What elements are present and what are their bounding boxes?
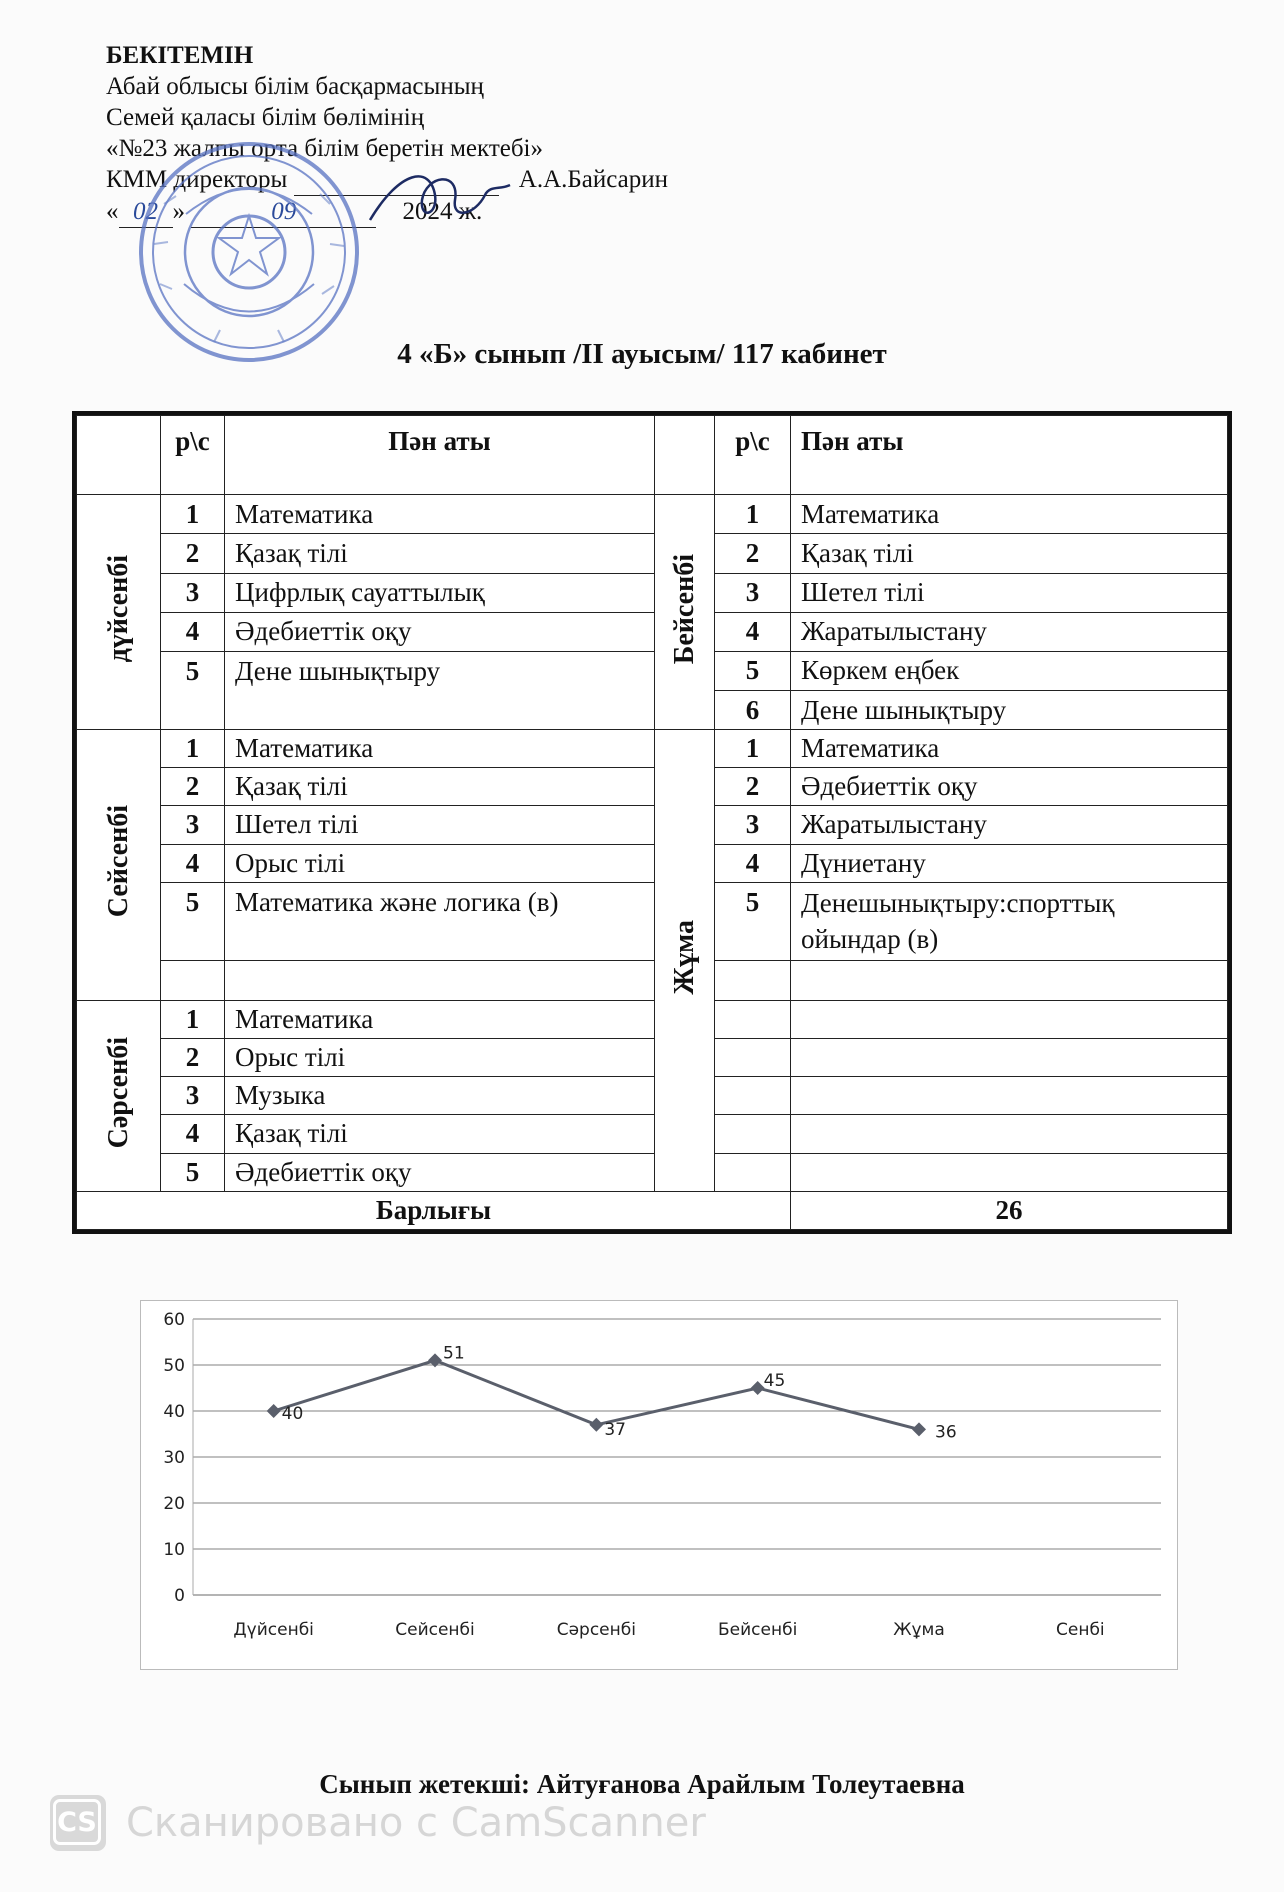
director-name: А.А.Байсарин xyxy=(518,166,668,193)
lesson-number: 5 xyxy=(161,1153,225,1191)
lesson-subject: Математика xyxy=(225,730,655,768)
y-tick-label: 50 xyxy=(163,1356,185,1376)
total-label: Барлығы xyxy=(77,1191,791,1229)
x-tick-label: Сейсенбі xyxy=(395,1620,475,1640)
lesson-number: 4 xyxy=(715,612,791,651)
lesson-subject: Жаратылыстану xyxy=(791,806,1228,844)
data-label: 45 xyxy=(763,1371,786,1391)
table-row xyxy=(77,844,1228,882)
lesson-number: 3 xyxy=(161,806,225,844)
lesson-number: 3 xyxy=(715,573,791,612)
lesson-number: 5 xyxy=(161,882,225,960)
camscanner-logo-icon: CS xyxy=(50,1795,106,1851)
approval-date: « 02 » 09 2024 ж. xyxy=(106,196,668,228)
x-tick-label: Сәрсенбі xyxy=(556,1620,636,1640)
lesson-number: 1 xyxy=(161,1001,225,1039)
header-day-cell-right xyxy=(655,416,715,495)
x-tick-label: Сенбі xyxy=(1056,1620,1105,1640)
lesson-number: 3 xyxy=(161,573,225,612)
table-row xyxy=(77,1153,1228,1191)
header-subject: Пән аты xyxy=(225,416,655,495)
data-label: 51 xyxy=(443,1343,465,1364)
table-row xyxy=(77,573,1228,612)
data-point xyxy=(751,1381,765,1395)
total-value: 26 xyxy=(791,1191,1228,1229)
lesson-number: 4 xyxy=(161,1115,225,1153)
lesson-number: 5 xyxy=(715,882,791,960)
day-friday: Жұма xyxy=(655,730,715,1192)
table-row xyxy=(77,495,1228,534)
lesson-subject: Қазақ тілі xyxy=(225,534,655,573)
watermark-text: Сканировано с CamScanner xyxy=(126,1800,706,1846)
lesson-number: 2 xyxy=(161,768,225,806)
data-point xyxy=(589,1418,603,1432)
y-tick-label: 40 xyxy=(163,1402,185,1422)
y-tick-label: 20 xyxy=(163,1494,185,1514)
lesson-number: 1 xyxy=(715,495,791,534)
timetable xyxy=(72,411,1232,1234)
header-num-right: р\с xyxy=(715,416,791,495)
lesson-number: 2 xyxy=(715,768,791,806)
data-label: 37 xyxy=(604,1419,626,1440)
approval-line-2: Семей қаласы білім бөлімінің xyxy=(106,104,425,131)
table-row xyxy=(77,806,1228,844)
table-row xyxy=(77,651,1228,690)
line-chart xyxy=(141,1301,1177,1669)
y-tick-label: 10 xyxy=(163,1540,185,1560)
lesson-subject: Математика xyxy=(225,495,655,534)
header-day-cell xyxy=(77,416,161,495)
lesson-number: 4 xyxy=(161,844,225,882)
data-point xyxy=(267,1404,281,1418)
lesson-number: 3 xyxy=(715,806,791,844)
x-tick-label: Бейсенбі xyxy=(718,1620,798,1640)
lesson-subject: Көркем еңбек xyxy=(791,651,1228,690)
lesson-number: 2 xyxy=(715,534,791,573)
y-tick-label: 60 xyxy=(163,1310,185,1330)
lesson-number: 1 xyxy=(161,730,225,768)
approval-heading: БЕКІТЕМІН xyxy=(106,42,254,69)
day-thursday: Бейсенбі xyxy=(655,495,715,730)
header-subject-right: Пән аты xyxy=(791,416,1228,495)
data-point xyxy=(912,1422,926,1436)
date-year: 2024 ж. xyxy=(402,198,483,225)
lesson-number: 2 xyxy=(161,1039,225,1077)
lesson-subject: Шетел тілі xyxy=(225,806,655,844)
table-row xyxy=(77,1039,1228,1077)
lesson-subject: Қазақ тілі xyxy=(225,768,655,806)
table-row xyxy=(77,1077,1228,1115)
date-day: 02 xyxy=(119,196,173,228)
lesson-subject: Қазақ тілі xyxy=(791,534,1228,573)
table-row xyxy=(77,534,1228,573)
class-teacher: Сынып жетекші: Айтуғанова Арайлым Толеутаевна xyxy=(319,1769,965,1799)
lesson-subject: Математика xyxy=(791,495,1228,534)
lesson-subject: Математика xyxy=(791,730,1228,768)
x-tick-label: Жұма xyxy=(893,1620,945,1640)
data-label: 36 xyxy=(935,1422,957,1443)
day-wednesday: Сәрсенбі xyxy=(77,1001,161,1192)
page-title: 4 «Б» сынып /ІІ ауысым/ 117 кабинет xyxy=(397,338,887,370)
director-title: КММ директоры xyxy=(106,166,288,193)
date-month: 09 xyxy=(191,196,376,228)
table-row xyxy=(77,960,1228,1000)
header-num: р\с xyxy=(161,416,225,495)
data-label: 40 xyxy=(281,1404,304,1424)
lesson-number: 5 xyxy=(161,651,225,729)
lesson-subject: Әдебиеттік оқу xyxy=(225,612,655,651)
lesson-subject: Дүниетану xyxy=(791,844,1228,882)
day-monday: дүйсенбі xyxy=(77,495,161,730)
lesson-number: 1 xyxy=(161,495,225,534)
lesson-subject: Дене шынықтыру xyxy=(791,690,1228,729)
lesson-number: 3 xyxy=(161,1077,225,1115)
lesson-subject: Математика және логика (в) xyxy=(225,882,655,960)
stamp-icon xyxy=(124,134,374,370)
lesson-number: 1 xyxy=(715,730,791,768)
table-row xyxy=(77,768,1228,806)
lesson-number: 2 xyxy=(161,534,225,573)
total-row xyxy=(77,1191,1228,1229)
lesson-subject: Математика xyxy=(225,1001,655,1039)
table-row xyxy=(77,1115,1228,1153)
lesson-subject: Әдебиеттік оқу xyxy=(791,768,1228,806)
lesson-subject: Цифрлық сауаттылық xyxy=(225,573,655,612)
lesson-subject: Әдебиеттік оқу xyxy=(225,1153,655,1191)
lesson-subject: Дене шынықтыру xyxy=(225,651,655,729)
table-row xyxy=(77,612,1228,651)
lesson-subject: Жаратылыстану xyxy=(791,612,1228,651)
lesson-number: 5 xyxy=(715,651,791,690)
lesson-subject: Қазақ тілі xyxy=(225,1115,655,1153)
lesson-number: 4 xyxy=(161,612,225,651)
lesson-subject: Шетел тілі xyxy=(791,573,1228,612)
approval-line-3: «№23 жалпы орта білім беретін мектебі» xyxy=(106,135,543,162)
y-tick-label: 0 xyxy=(174,1586,185,1606)
day-tuesday: Сейсенбі xyxy=(77,730,161,1001)
y-tick-label: 30 xyxy=(163,1448,185,1468)
x-tick-label: Дүйсенбі xyxy=(233,1620,314,1640)
lesson-number: 4 xyxy=(715,844,791,882)
lesson-subject: Денешынықтыру:спорттық ойындар (в) xyxy=(791,882,1228,960)
signature-icon xyxy=(360,160,530,240)
table-row xyxy=(77,882,1228,960)
lesson-subject: Орыс тілі xyxy=(225,1039,655,1077)
camscanner-watermark xyxy=(50,1795,706,1851)
lesson-subject: Орыс тілі xyxy=(225,844,655,882)
table-header-row xyxy=(77,416,1228,495)
lessons-chart xyxy=(140,1300,1178,1670)
approval-line-1: Абай облысы білім басқармасының xyxy=(106,73,484,100)
lesson-number: 6 xyxy=(715,690,791,729)
lesson-subject: Музыка xyxy=(225,1077,655,1115)
table-row xyxy=(77,1001,1228,1039)
table-row xyxy=(77,730,1228,768)
